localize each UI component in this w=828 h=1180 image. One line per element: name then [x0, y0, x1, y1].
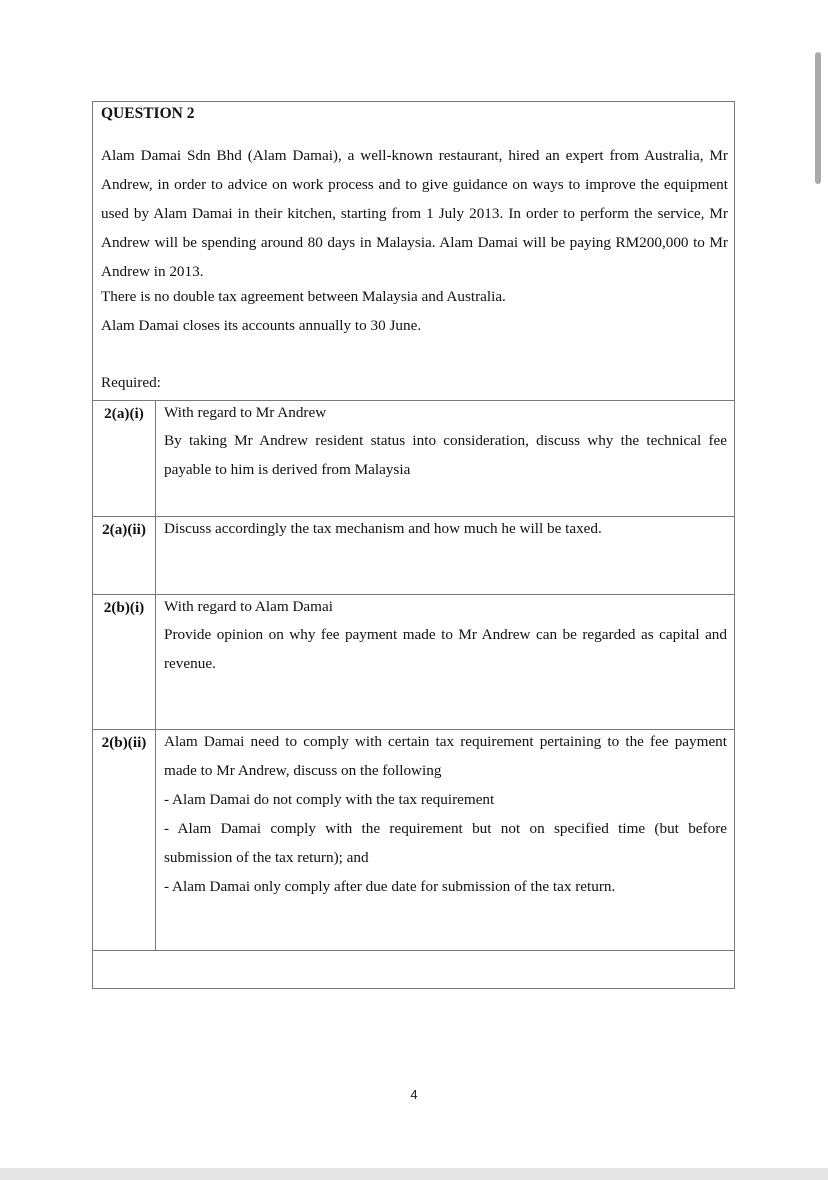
- part-row-2a-ii: [93, 516, 734, 594]
- part-content: [164, 401, 727, 484]
- empty-row: [93, 950, 734, 989]
- question-box: [92, 101, 735, 989]
- year-end-statement: Alam Damai closes its accounts annually to 30 June.: [101, 317, 422, 334]
- part-content: [164, 517, 727, 541]
- part-text: Provide opinion on why fee payment made to Mr Andrew can be regarded as capital and revenue.: [164, 626, 727, 672]
- part-heading: With regard to Mr Andrew: [164, 404, 327, 421]
- part-row-2a-i: [93, 400, 734, 516]
- part-label: 2(a)(ii): [93, 517, 156, 594]
- part-text: Alam Damai need to comply with certain tax requirement pertaining to the fee payment made to Mr Andrew, discuss on the following: [164, 733, 727, 779]
- part-text: By taking Mr Andrew resident status into consideration, discuss why the technical fee payable to him is derived from Malaysia: [164, 432, 727, 478]
- page-number: 4: [410, 1087, 418, 1102]
- scrollbar-thumb[interactable]: [815, 52, 821, 184]
- part-bullet: - Alam Damai comply with the requirement but not on specified time (but before submission of the tax return); and: [164, 820, 727, 866]
- question-title: QUESTION 2: [101, 105, 195, 122]
- part-bullet: - Alam Damai do not comply with the tax requirement: [164, 791, 495, 808]
- part-content: [164, 730, 727, 901]
- no-dta-statement: There is no double tax agreement between Malaysia and Australia.: [101, 288, 506, 305]
- part-bullet: - Alam Damai only comply after due date for submission of the tax return.: [164, 878, 616, 895]
- question-paragraph: Alam Damai Sdn Bhd (Alam Damai), a well-known restaurant, hired an expert from Australia, Mr Andrew, in order to advice on work process and to give guidance on ways to improve the equipment used by Alam Damai in their kitchen, starting from 1 July 2013. In order to perform the service, Mr Andrew will be spending around 80 days in Malaysia. Alam Damai will be paying RM200,000 to Mr Andrew in 2013.: [101, 147, 728, 280]
- part-row-2b-i: [93, 594, 734, 729]
- part-label: 2(b)(ii): [93, 730, 156, 950]
- required-label: Required:: [101, 374, 161, 391]
- part-text: Discuss accordingly the tax mechanism and how much he will be taxed.: [164, 520, 602, 537]
- part-label: 2(a)(i): [93, 401, 156, 516]
- part-content: [164, 595, 727, 678]
- part-heading: With regard to Alam Damai: [164, 598, 333, 615]
- part-label: 2(b)(i): [93, 595, 156, 729]
- page-bottom-edge: [0, 1168, 828, 1180]
- part-row-2b-ii: [93, 729, 734, 950]
